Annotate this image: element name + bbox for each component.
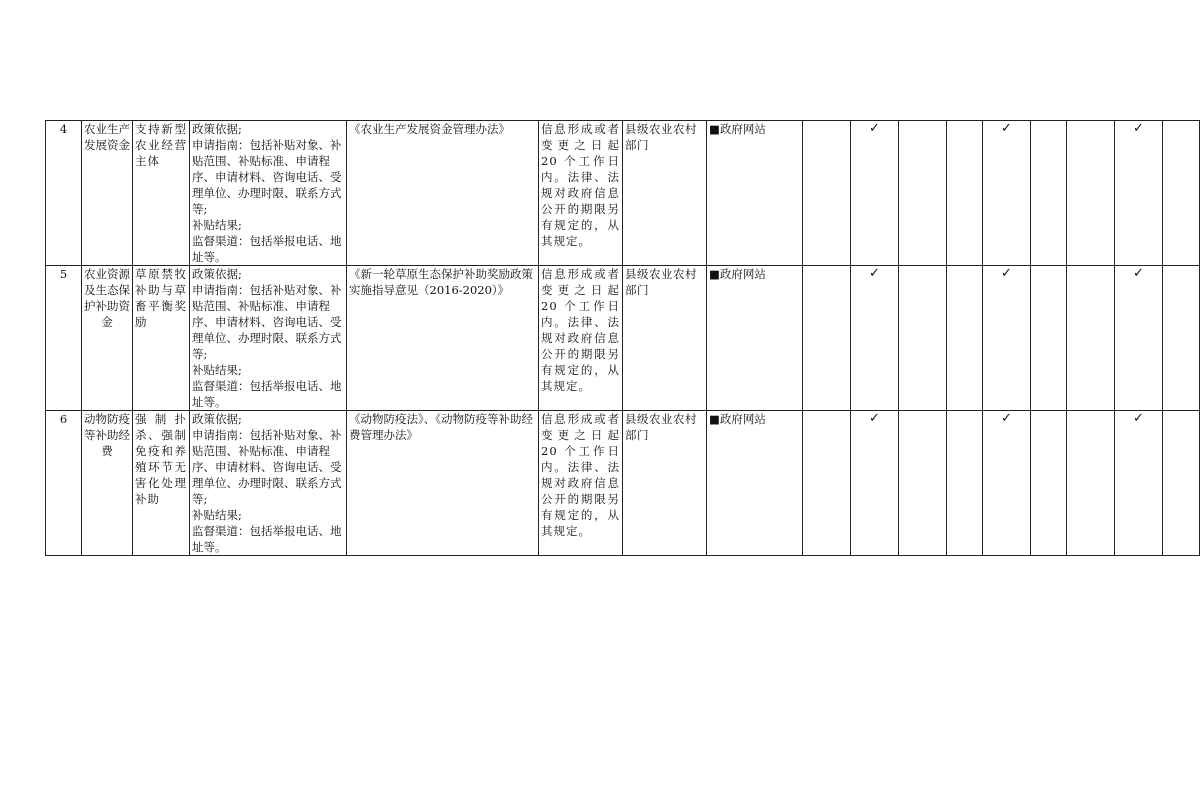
disclosure-channel: ■政府网站 (707, 266, 803, 411)
check-cell: ✓ (851, 266, 899, 411)
check-cell (1031, 266, 1067, 411)
check-cell (1067, 266, 1115, 411)
item-name: 农业生产发展资金 (82, 121, 133, 266)
check-cell (947, 266, 983, 411)
table-row (46, 411, 1200, 556)
check-cell (1163, 121, 1200, 266)
disclosure-content: 政策依据; 申请指南：包括补贴对象、补贴范围、补贴标准、申请程序、申请材料、咨询电话、受理单位、办理时限、联系方式等; 补贴结果; 监督渠道：包括举报电话、地址等。 (190, 121, 347, 266)
disclosure-content: 政策依据; 申请指南：包括补贴对象、补贴范围、补贴标准、申请程序、申请材料、咨询电话、受理单位、办理时限、联系方式等; 补贴结果; 监督渠道：包括举报电话、地址等。 (190, 411, 347, 556)
table-row (46, 266, 1200, 411)
row-number: 4 (46, 121, 82, 266)
sub-item-name: 支持新型农业经营主体 (133, 121, 190, 266)
sub-item-name: 草原禁牧补助与草畜平衡奖励 (133, 266, 190, 411)
check-cell (1067, 411, 1115, 556)
check-cell: ✓ (983, 121, 1031, 266)
item-name: 动物防疫等补助经费 (82, 411, 133, 556)
check-cell (803, 266, 851, 411)
disclosure-channel: ■政府网站 (707, 411, 803, 556)
disclosure-time-limit: 信息形成或者变更之日起 20 个工作日内。法律、法规对政府信息公开的期限另有规定的，从其规定。 (539, 266, 623, 411)
check-cell (947, 121, 983, 266)
disclosure-subject: 县级农业农村部门 (623, 411, 707, 556)
check-cell (1067, 121, 1115, 266)
disclosure-basis: 《动物防疫法》、《动物防疫等补助经费管理办法》 (347, 411, 539, 556)
row-number: 6 (46, 411, 82, 556)
disclosure-time-limit: 信息形成或者变更之日起 20 个工作日内。法律、法规对政府信息公开的期限另有规定的，从其规定。 (539, 121, 623, 266)
disclosure-table (45, 120, 1200, 556)
check-cell (947, 411, 983, 556)
check-cell (899, 411, 947, 556)
sub-item-name: 强制扑杀、强制免疫和养殖环节无害化处理补助 (133, 411, 190, 556)
check-cell: ✓ (1115, 266, 1163, 411)
check-cell (899, 266, 947, 411)
check-cell: ✓ (851, 121, 899, 266)
check-cell (1163, 266, 1200, 411)
check-cell: ✓ (1115, 121, 1163, 266)
disclosure-basis: 《农业生产发展资金管理办法》 (347, 121, 539, 266)
check-cell: ✓ (983, 266, 1031, 411)
disclosure-channel: ■政府网站 (707, 121, 803, 266)
disclosure-subject: 县级农业农村部门 (623, 121, 707, 266)
disclosure-basis: 《新一轮草原生态保护补助奖励政策实施指导意见（2016-2020）》 (347, 266, 539, 411)
item-name: 农业资源及生态保护补助资金 (82, 266, 133, 411)
check-cell (899, 121, 947, 266)
check-cell: ✓ (983, 411, 1031, 556)
check-cell (803, 411, 851, 556)
disclosure-subject: 县级农业农村部门 (623, 266, 707, 411)
check-cell (1163, 411, 1200, 556)
disclosure-content: 政策依据; 申请指南：包括补贴对象、补贴范围、补贴标准、申请程序、申请材料、咨询电话、受理单位、办理时限、联系方式等; 补贴结果; 监督渠道：包括举报电话、地址等。 (190, 266, 347, 411)
row-number: 5 (46, 266, 82, 411)
disclosure-time-limit: 信息形成或者变更之日起 20 个工作日内。法律、法规对政府信息公开的期限另有规定的，从其规定。 (539, 411, 623, 556)
check-cell (1031, 411, 1067, 556)
check-cell: ✓ (1115, 411, 1163, 556)
check-cell (1031, 121, 1067, 266)
table-body (46, 121, 1200, 556)
check-cell: ✓ (851, 411, 899, 556)
table-row (46, 121, 1200, 266)
check-cell (803, 121, 851, 266)
